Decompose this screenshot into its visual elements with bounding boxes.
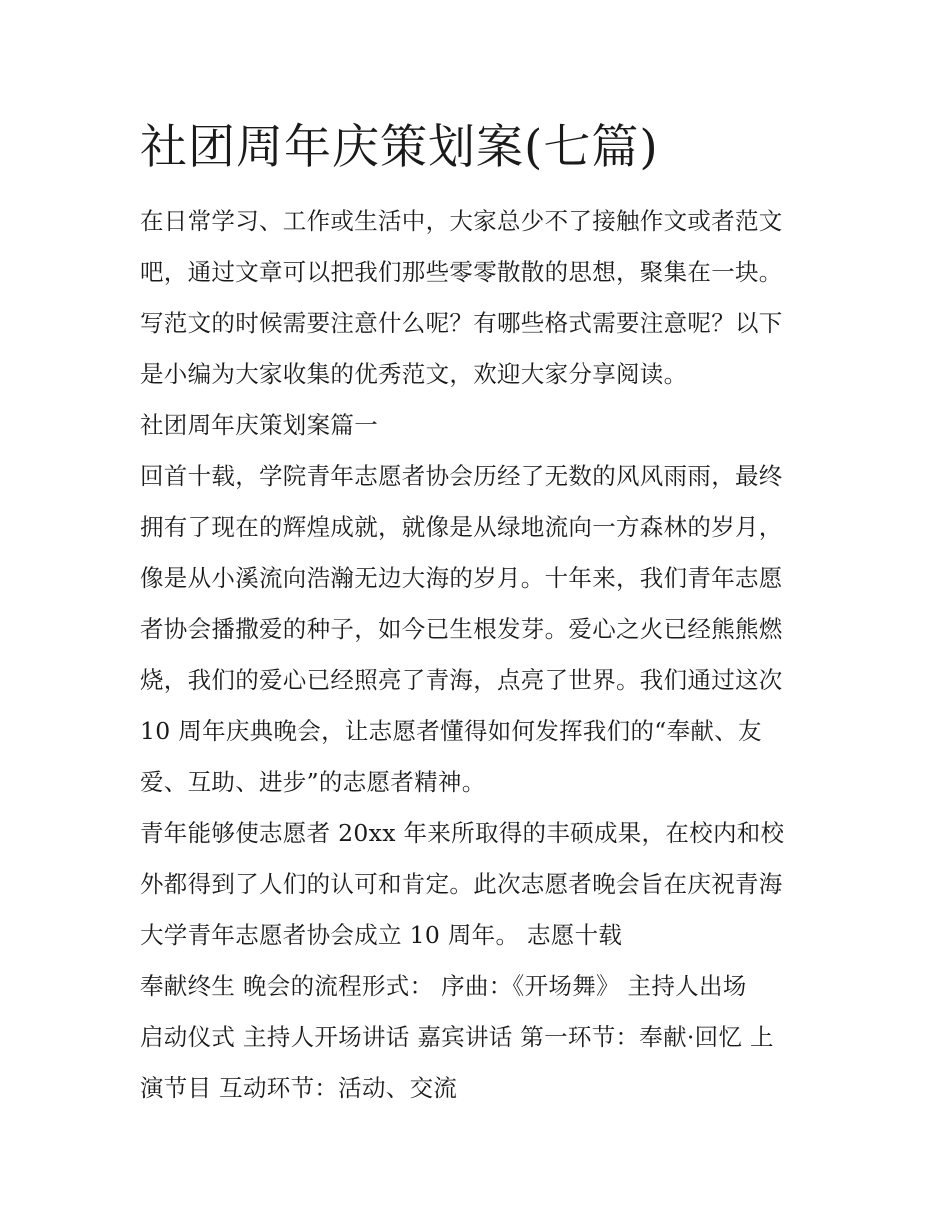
body-line: 吧，通过文章可以把我们那些零零散散的思想，聚集在一块。	[140, 258, 783, 286]
section-heading: 社团周年庆策划案篇一	[140, 411, 378, 439]
body-line: 爱、互助、进步”的志愿者精神。	[140, 768, 486, 796]
document-title: 社团周年庆策划案(七篇)	[140, 120, 659, 175]
body-line: 烧，我们的爱心已经照亮了青海，点亮了世界。我们通过这次	[140, 666, 783, 694]
body-line: 是小编为大家收集的优秀范文，欢迎大家分享阅读。	[140, 360, 688, 388]
body-line: 大学青年志愿者协会成立 10 周年。 志愿十载	[140, 921, 623, 949]
body-line: 像是从小溪流向浩瀚无边大海的岁月。十年来，我们青年志愿	[140, 564, 783, 592]
body-line: 外都得到了人们的认可和肯定。此次志愿者晚会旨在庆祝青海	[140, 870, 783, 898]
body-line: 在日常学习、工作或生活中，大家总少不了接触作文或者范文	[140, 207, 783, 235]
document-page	[140, 118, 820, 1114]
body-line: 写范文的时候需要注意什么呢？有哪些格式需要注意呢？以下	[140, 309, 783, 337]
body-line: 演节目 互动环节：活动、交流	[140, 1074, 458, 1102]
body-line: 拥有了现在的辉煌成就，就像是从绿地流向一方森林的岁月，	[140, 513, 783, 541]
body-line: 者协会播撒爱的种子，如今已生根发芽。爱心之火已经熊熊燃	[140, 615, 783, 643]
body-line: 青年能够使志愿者 20xx 年来所取得的丰硕成果，在校内和校	[140, 819, 785, 847]
document-body	[140, 196, 820, 1114]
body-line: 回首十载，学院青年志愿者协会历经了无数的风风雨雨，最终	[140, 462, 783, 490]
body-line: 奉献终生 晚会的流程形式： 序曲：《开场舞》 主持人出场	[140, 972, 747, 1000]
body-line: 10 周年庆典晚会，让志愿者懂得如何发挥我们的“奉献、友	[140, 717, 762, 745]
body-line: 启动仪式 主持人开场讲话 嘉宾讲话 第一环节：奉献·回忆 上	[140, 1023, 774, 1051]
